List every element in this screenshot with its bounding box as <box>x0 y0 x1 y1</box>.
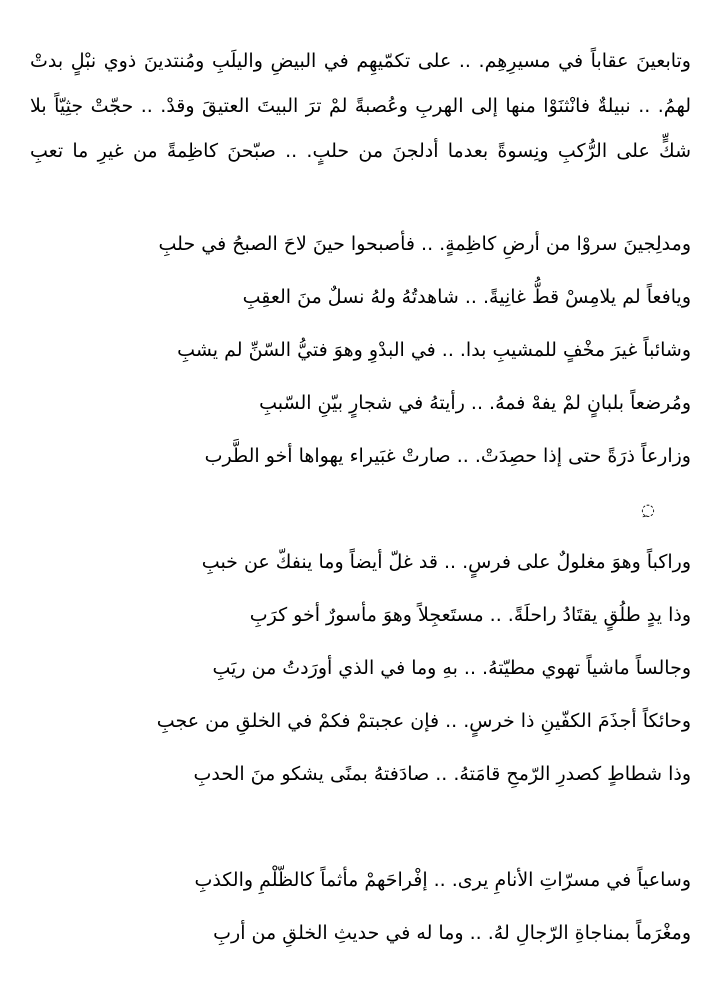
paragraph-line: شكٍّ على الرُّكبِ ونِسوةً بعدما أدلجنَ من حلبٍ. .. صبّحنَ كاظِمةً من غيرِ ما تعبِ <box>30 140 691 162</box>
verse-line: وذا شطاطٍ كصدرِ الرّمحِ قامَتهُ. .. صادَفتهُ بمنًى يشكو منَ الحدبِ <box>193 763 691 785</box>
intro-paragraph <box>30 39 691 174</box>
verse-line: وزارعاً ذرَةً حتى إذا حصِدَتْ. .. صارتْ غبَيراء يهواها أخو الطَّرب <box>204 445 691 467</box>
verse-line: وساعياً في مسرّاتِ الأنامِ يرى. .. إفْراحَهمْ مأثماً كالظّلْمِ والكذبِ <box>194 869 691 891</box>
stray-diacritic-mark: ◌ِ <box>641 500 655 519</box>
verse-line: وجالساً ماشياً تهوي مطيّتهُ. .. بهِ وما في الذي أورَدتُ من ريَبِ <box>212 657 691 679</box>
verse-line: وشائباً غيرَ مخْفٍ للمشيبِ بدا. .. في البدْوِ وهوَ فتيُّ السّنِّ لم يشبِ <box>177 339 691 361</box>
paragraph-line: وتابعينَ عقاباً في مسيرِهِم. .. على تكمّيهِم في البيضِ واليلَبِ ومُنتدينَ ذوي نبْلٍ بدتْ <box>30 50 691 72</box>
verse-line: وحائكاً أجذَمَ الكفّينِ ذا خرسٍ. .. فإن عجبتمْ فكمْ في الخلقِ من عجبِ <box>156 710 691 732</box>
verse-line: ومُرضعاً بلبانٍ لمْ يفهْ فمهُ. .. رأيتهُ في شجارٍ بيّنِ السّببِ <box>259 392 691 414</box>
blank-line <box>30 801 691 854</box>
verse-line: ومدلِجينَ سروْا من أرضِ كاظِمةٍ. .. فأصبحوا حينَ لاحَ الصبحُ في حلبِ <box>158 233 691 255</box>
poem-body <box>30 218 691 960</box>
verse-line: ومغْرَماً بمناجاةِ الرّجالِ لهُ. .. وما له في حديثِ الخلقِ من أربِ <box>213 922 691 944</box>
verse-line: وراكباً وهوَ مغلولٌ على فرسٍ. .. قد غلّ أيضاً وما ينفكّ عن خببِ <box>201 551 691 573</box>
verse-line: وذا يدٍ طلُقٍ يقتَادُ راحلَةً. .. مستَعجِلاً وهوَ مأسورٌ أخو كرَبِ <box>249 604 691 626</box>
paragraph-line: لهمُ. .. نبيلةٌ فانْثنَوْا منها إلى الهربِ وعُصبةً لمْ ترَ البيتَ العتيقَ وقدْ. .. حجّتْ جثِيّاً بلا <box>30 95 691 117</box>
verse-line: ويافعاً لم يلامِسْ قطُّ غانِيةً. .. شاهدتُهُ ولهُ نسلٌ منَ العقِبِ <box>242 286 691 308</box>
